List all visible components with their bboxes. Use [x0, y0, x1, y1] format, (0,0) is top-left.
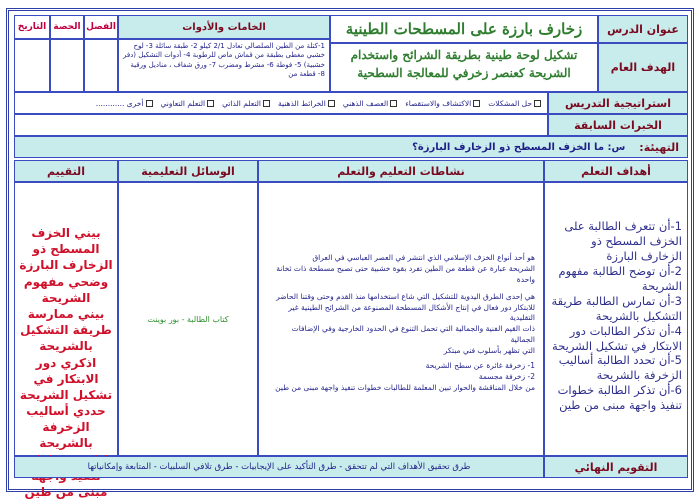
col-activities-header: نشاطات التعليم والتعلم: [258, 160, 544, 182]
evaluation-item: مبنى من طين: [24, 485, 108, 499]
objective-item: 3-أن تمارس الطالبة طريقة التشكيل بالشريحة: [551, 293, 682, 323]
strategy-option[interactable]: حل المشكلات: [488, 99, 543, 108]
strategy-option[interactable]: الخرائط الذهنية: [278, 99, 337, 108]
evaluation-cell: [14, 182, 118, 499]
activity-line: 1- زخرفة غائرة عن سطح الشريحة: [425, 360, 535, 370]
general-goal: تشكيل لوحة طينية بطريقة الشرائح واستخدام الشريحة كعنصر زخرفي للمعالجة السطحية: [330, 43, 598, 92]
lesson-title: زخارف بارزة على المسطحات الطينية: [330, 15, 598, 43]
activity-line: التي تظهر بأسلوب فني مبتكر: [443, 346, 535, 355]
evaluation-item: وضحي مفهوم الشريحة: [23, 274, 109, 305]
evaluation-item: حددي أساليب الزخرفة بالشريحة: [26, 404, 106, 451]
strategies-options: [14, 92, 548, 114]
date-value-date: [14, 39, 50, 92]
activity-line: هي إحدى الطرق اليدوية للتشكيل التي شاع استخدامها منذ القدم وحتى وقتنا الحاضر: [276, 291, 535, 301]
strategies-label: استراتيجية التدريس: [548, 92, 688, 114]
evaluation-item: بيني الخزف المسطح ذو الزخارف البارزة: [19, 226, 113, 273]
objectives-cell: [544, 182, 688, 456]
date-col-date: التاريخ: [14, 15, 50, 39]
strategy-option[interactable]: الاكتشاف والاستقصاء: [405, 99, 482, 108]
date-col-period: الحصة: [50, 15, 84, 39]
activity-line: هو أحد أنواع الخزف الإسلامي الذي انتشر في العصر العباسي في العراق: [312, 253, 535, 262]
date-col-class: الفصل: [84, 15, 118, 39]
date-value-class: [84, 39, 118, 92]
evaluation-item: بيني ممارسة طريقة التشكيل بالشريحة: [20, 306, 112, 354]
strategy-option[interactable]: التعلم التعاوني: [161, 99, 217, 108]
aids-text: كتاب الطالبة - بور بوينت: [147, 314, 229, 324]
final-evaluation-text: طرق تحقيق الأهداف التي لم تتحقق - طرق التأكيد على الإيجابيات - طرق تلافي السلبيات - المتابعة وإمكانياتها: [14, 456, 544, 478]
materials-text: 1-كتلة من الطين الصلصالي تعادل 2/1 كيلو 2- طبقة سائلة 3- لوح خشبي مغطى بطبقة من قماش ماص للرطوبة 4- أدوات التشكيل (دفر خشبية) 5- فوطة 6- مشرط ومضرب 7- ورق شفاف ، مناديل ورقية 8- قطعة من: [118, 39, 330, 92]
strategy-option[interactable]: أخرى ............: [96, 99, 155, 108]
col-aids-header: الوسائل التعليمية: [118, 160, 258, 182]
objective-item: 5-أن تحدد الطالبة أساليب الزخرفة بالشريحة: [558, 353, 682, 383]
activity-line: الشريحة عبارة عن قطعة من الطين تفرد بقوة خشبية حتى تصبح مسطحة ذات ثخانة واحدة: [276, 263, 535, 284]
activity-line: ذات القيم الفنية والجمالية التي تحمل التنوع في الحدود الخارجية وفي الإضافات الجمالية: [291, 324, 535, 345]
objective-item: 2-أن توضح الطالبة مفهوم الشريحة: [558, 263, 682, 293]
objective-item: 4-أن تذكر الطالبات دور الابتكار في تشكيل الشريحة: [552, 323, 682, 353]
general-goal-label: الهدف العام: [598, 43, 688, 92]
materials-label: الخامات والأدوات: [118, 15, 330, 39]
activity-line: 2- زخرفة مجسمة: [478, 371, 535, 381]
activity-line: من خلال المناقشة والحوار تبين المعلمة للطالبات خطوات تنفيذ واجهة مبنى من طين: [275, 382, 535, 392]
date-value-period: [50, 39, 84, 92]
strategy-option[interactable]: العصف الذهني: [343, 99, 399, 108]
warmup-label: التهيئة:: [639, 140, 679, 154]
col-evaluation-header: التقييم: [14, 160, 118, 182]
col-objectives-header: أهداف التعلم: [544, 160, 688, 182]
objective-item: 1-أن تتعرف الطالبة على الخزف المسطح ذو الزخارف البارزة: [564, 219, 682, 263]
objective-item: 6-أن تذكر الطالبة خطوات تنفيذ واجهة مبنى من طين: [557, 383, 682, 413]
prior-experience-label: الخبرات السابقة: [548, 114, 688, 136]
lesson-title-label: عنوان الدرس: [598, 15, 688, 43]
prior-experience-value: [14, 114, 548, 136]
evaluation-item: اذكري دور الابتكار في تشكيل الشريحة: [19, 355, 113, 402]
final-evaluation-label: التقويم النهائي: [544, 456, 688, 478]
activity-line: للابتكار دور فعال في إنتاج الأشكال المسطحة المصنوعة من الشرائح الطينية غير التقليدية: [288, 302, 535, 323]
activities-cell: [258, 182, 544, 456]
aids-cell: [118, 182, 258, 456]
warmup-question: س: ما الخزف المسطح ذو الزخارف البارزة؟: [412, 141, 626, 153]
warmup-row: [14, 136, 688, 158]
strategy-option[interactable]: التعلم الذاتي: [222, 99, 272, 108]
